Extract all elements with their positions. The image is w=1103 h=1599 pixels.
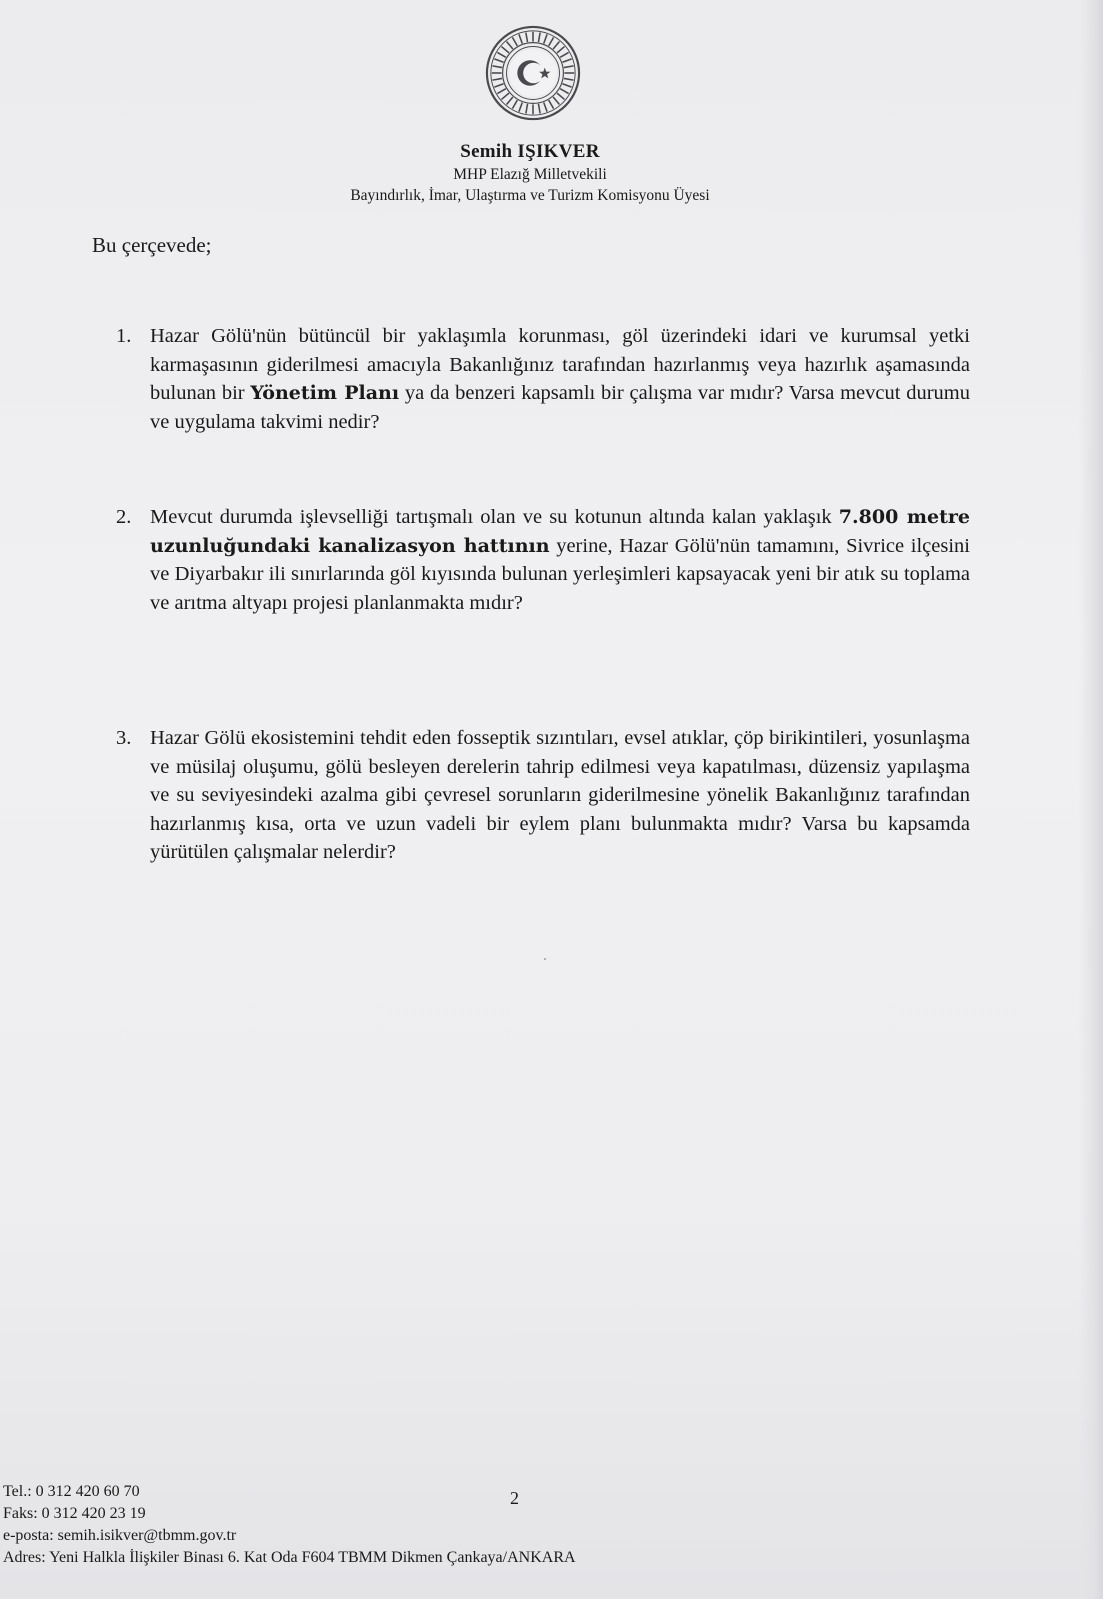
page-number: 2 <box>510 1488 519 1508</box>
question-text: ya da benzeri kapsamlı bir çalışma var mıdır? Varsa mevcut durumu ve uygulama takvimi nedir? <box>150 382 970 433</box>
question-text: Hazar Gölü ekosistemini tehdit eden fosseptik sızıntıları, evsel atıklar, çöp birikintileri, yosunlaşma ve müsilaj oluşumu, gölü besleyen derelerin tahrip edilmesi veya kapatılması, düzensiz yapılaşma ve su seviyesindeki azalma gibi çevresel sorunların giderilmesine yönelik Bakanlığınız tarafından hazırlanmış kısa, orta ve uzun vadeli bir eylem planı bulunmakta mıdır? Varsa bu kapsamda yürütülen çalışmalar nelerdir? <box>150 727 970 863</box>
question-number: 3. <box>116 727 132 749</box>
question-text: yerine, Hazar Gölü'nün tamamını, Sivrice ilçesini ve Diyarbakır ili sınırlarında göl kıyısında bulunan yerleşimleri kapsayacak yeni bir atık su toplama ve arıtma altyapı projesi planlanmakta mıdır? <box>150 534 970 614</box>
paper-edge-shadow <box>1079 0 1103 1599</box>
question-text: Hazar Gölü'nün bütüncül bir yaklaşımla korunması, göl üzerindeki idari ve kurumsal yetki karmaşasının giderilmesi amacıyla Bakanlığınız tarafından hazırlanmış veya hazırlık aşamasında bulunan bir <box>150 325 970 404</box>
footer-email: e-posta: semih.isikver@tbmm.gov.tr <box>3 1527 237 1544</box>
question-number: 1. <box>116 325 132 347</box>
question-2 <box>116 503 970 617</box>
letterhead <box>280 140 780 206</box>
question-1 <box>116 322 970 436</box>
deputy-name: Semih IŞIKVER <box>460 141 600 162</box>
question-emphasis: 7.800 metre uzunluğundaki kanalizasyon hattının <box>150 506 970 557</box>
footer-fax: Faks: 0 312 420 23 19 <box>3 1505 146 1522</box>
tbmm-seal-icon <box>484 24 582 122</box>
deputy-title: MHP Elazığ Milletvekili <box>453 166 607 183</box>
paper-speck <box>544 958 546 960</box>
committee-membership: Bayındırlık, İmar, Ulaştırma ve Turizm Komisyonu Üyesi <box>350 187 710 204</box>
question-3 <box>116 724 970 867</box>
question-text: Mevcut durumda işlevselliği tartışmalı olan ve su kotunun altında kalan yaklaşık <box>150 506 839 528</box>
question-emphasis: Yönetim Planı <box>250 382 400 404</box>
intro-text: Bu çerçevede; <box>92 233 212 257</box>
question-number: 2. <box>116 506 132 528</box>
footer-phone: Tel.: 0 312 420 60 70 <box>3 1483 140 1500</box>
contact-footer <box>3 1481 576 1569</box>
footer-address: Adres: Yeni Halkla İlişkiler Binası 6. Kat Oda F604 TBMM Dikmen Çankaya/ANKARA <box>3 1549 576 1566</box>
